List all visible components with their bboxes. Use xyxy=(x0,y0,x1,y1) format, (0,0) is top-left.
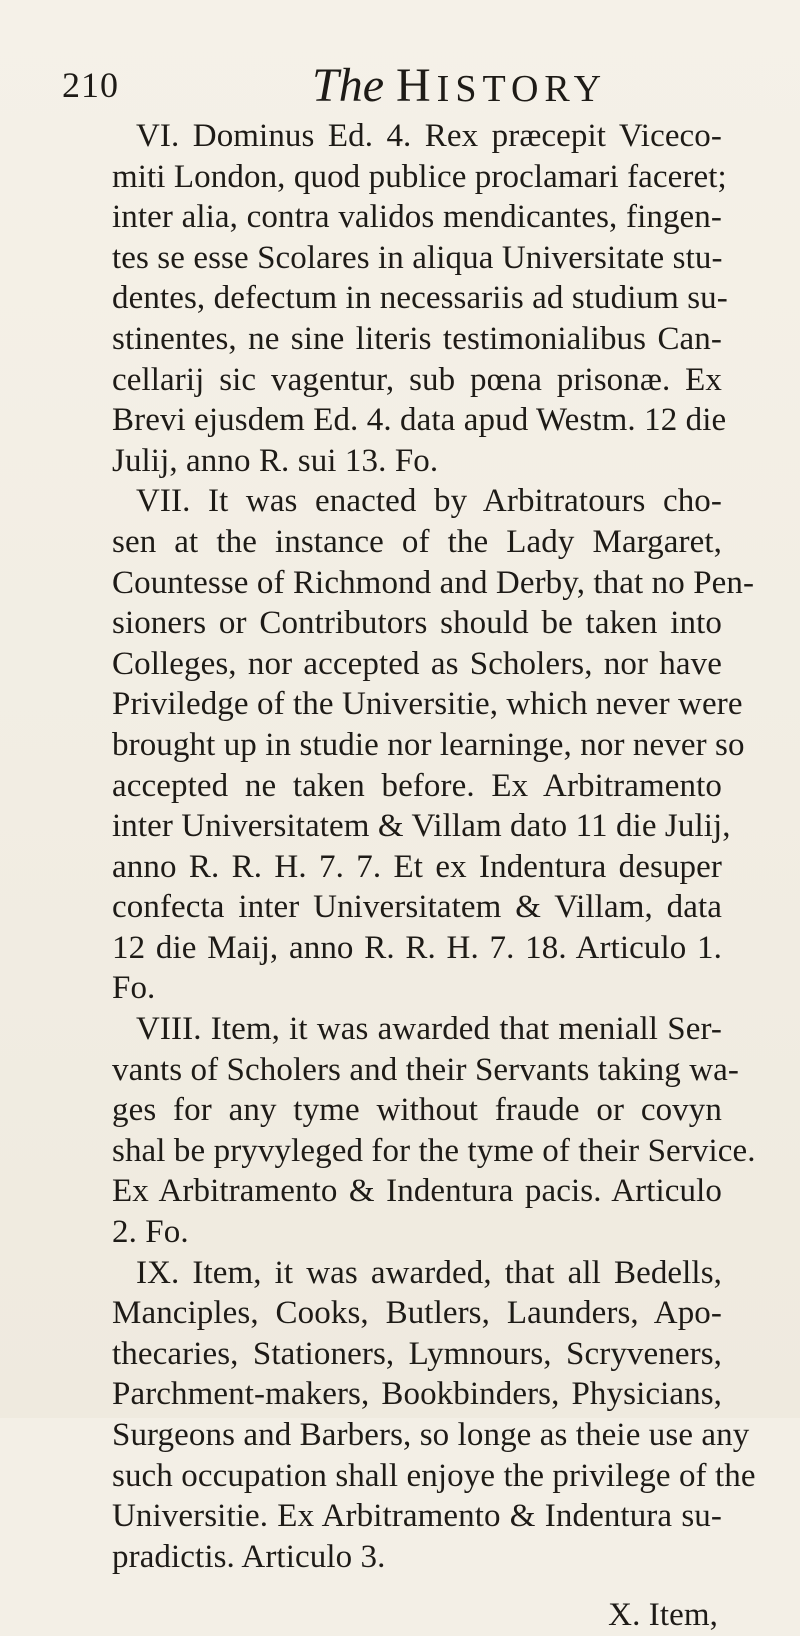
text-line: 12 die Maij, anno R. R. H. 7. 18. Articulo 1. xyxy=(112,929,722,966)
text-line: confecta inter Universitatem & Villam, data xyxy=(112,889,722,926)
text-line: Julij, anno R. sui 13. Fo. xyxy=(112,442,439,479)
text-body xyxy=(112,116,756,1636)
text-line: sioners or Contributors should be taken into xyxy=(112,605,722,642)
text-line: sen at the instance of the Lady Margaret, xyxy=(112,523,722,560)
text-line: vants of Scholers and their Servants taking wa- xyxy=(112,1051,739,1088)
page-header xyxy=(62,58,742,118)
text-line: Surgeons and Barbers, so longe as theie use any xyxy=(112,1417,750,1453)
running-head-the: The xyxy=(312,59,384,112)
text-line: VI. Dominus Ed. 4. Rex præcepit Viceco- xyxy=(136,118,722,154)
text-line: anno R. R. H. 7. 7. Et ex Indentura desuper xyxy=(112,848,722,885)
text-line: Universitie. Ex Arbitramento & Indentura su- xyxy=(112,1498,722,1535)
text-line: inter alia, contra validos mendicantes, fingen- xyxy=(112,199,722,236)
text-line: Countesse of Richmond and Derby, that no Pen- xyxy=(112,564,755,601)
text-line: Parchment-makers, Bookbinders, Physicians, xyxy=(112,1376,722,1413)
text-line: ges for any tyme without fraude or covyn xyxy=(112,1092,722,1129)
text-line: tes se esse Scolares in aliqua Universitate stu- xyxy=(112,239,723,276)
text-line: Fo. xyxy=(112,970,156,1007)
running-head-rest: ISTORY xyxy=(436,68,608,110)
text-line: pradictis. Articulo 3. xyxy=(112,1538,386,1575)
text-line: VII. It was enacted by Arbitratours cho- xyxy=(136,483,722,520)
text-line: stinentes, ne sine literis testimonialibus Can- xyxy=(112,320,722,357)
catchword: X. Item, xyxy=(608,1597,718,1634)
text-line: Brevi ejusdem Ed. 4. data apud Westm. 12 die xyxy=(112,402,727,439)
text-line: Priviledge of the Universitie, which never were xyxy=(112,686,743,723)
page-number: 210 xyxy=(62,65,119,105)
text-line: miti London, quod publice proclamari faceret; xyxy=(112,158,727,195)
text-line: Ex Arbitramento & Indentura pacis. Articulo xyxy=(112,1173,722,1210)
running-head-initial: H xyxy=(396,59,437,112)
text-line: Colleges, nor accepted as Scholers, nor have xyxy=(112,645,722,682)
text-line: inter Universitatem & Villam dato 11 die Julij, xyxy=(112,808,731,845)
text-line: brought up in studie nor learninge, nor never so xyxy=(112,726,745,763)
text-line: cellarij sic vagentur, sub pœna prisonæ. Ex xyxy=(112,361,722,398)
text-line: Manciples, Cooks, Butlers, Launders, Apo- xyxy=(112,1295,722,1332)
running-head xyxy=(312,58,607,113)
text-line: accepted ne taken before. Ex Arbitramento xyxy=(112,767,722,804)
text-line: IX. Item, it was awarded, that all Bedells, xyxy=(136,1254,722,1291)
text-line: 2. Fo. xyxy=(112,1214,189,1251)
text-line: thecaries, Stationers, Lymnours, Scryveners, xyxy=(112,1335,722,1372)
text-line: VIII. Item, it was awarded that meniall Ser- xyxy=(136,1011,722,1048)
text-line: shal be pryvyleged for the tyme of their Service. xyxy=(112,1132,756,1169)
text-line: such occupation shall enjoye the privilege of the xyxy=(112,1457,756,1494)
text-line: dentes, defectum in necessariis ad studium su- xyxy=(112,280,728,317)
